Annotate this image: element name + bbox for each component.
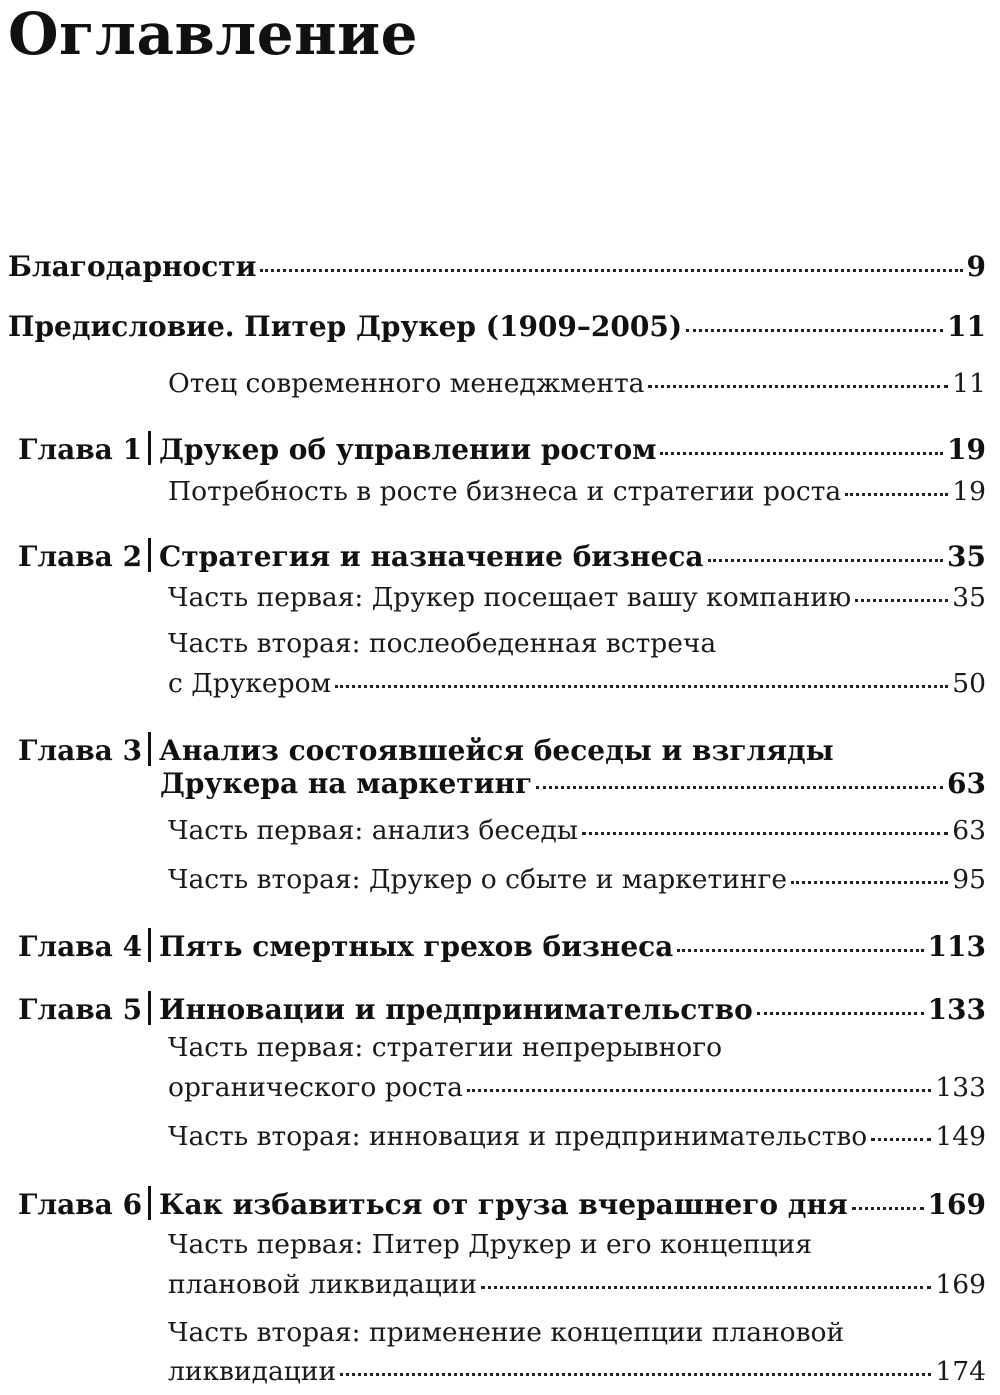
chapter-page: 63 — [947, 767, 986, 800]
toc-subentry-line1: Часть первая: стратегии непрерывного — [168, 1032, 723, 1063]
toc-subentry[interactable] — [168, 1356, 986, 1387]
toc-chapter-4[interactable] — [18, 922, 986, 963]
toc-subentry-title: Часть вторая: инновация и предпринимательство — [168, 1121, 868, 1152]
toc-subentry[interactable] — [168, 1269, 986, 1300]
toc-subentry-title: Часть первая: анализ беседы — [168, 815, 578, 846]
toc-subentry-page: 50 — [952, 668, 986, 699]
dot-leader — [660, 452, 943, 455]
toc-subentry-title: ликвидации — [168, 1356, 337, 1387]
chapter-title: Пять смертных грехов бизнеса — [159, 930, 674, 963]
toc-chapter-6[interactable] — [18, 1180, 986, 1221]
toc-chapter-3[interactable] — [160, 767, 986, 800]
chapter-page: 133 — [927, 993, 986, 1026]
chapter-divider — [148, 1186, 151, 1220]
toc-subentry[interactable] — [168, 864, 986, 895]
toc-subentry[interactable] — [168, 815, 986, 846]
toc-subentry-page: 169 — [935, 1269, 986, 1300]
toc-entry-page: 11 — [947, 310, 986, 343]
chapter-label: Глава 3 — [18, 734, 143, 767]
chapter-label: Глава 5 — [18, 993, 143, 1026]
chapter-title: Анализ состоявшейся беседы и взгляды — [159, 734, 834, 767]
chapter-title: Друкер об управлении ростом — [159, 433, 657, 466]
toc-subentry-page: 19 — [952, 476, 986, 507]
chapter-page: 169 — [927, 1188, 986, 1221]
chapter-label: Глава 1 — [18, 433, 143, 466]
toc-entry-page: 9 — [966, 250, 986, 283]
toc-subentry-title: с Друкером — [168, 668, 332, 699]
dot-leader — [536, 786, 943, 789]
dot-leader — [340, 1373, 931, 1376]
toc-subentry-title: Отец современного менеджмента — [168, 368, 645, 399]
toc-subentry-title: Потребность в росте бизнеса и стратегии роста — [168, 476, 842, 507]
dot-leader — [757, 1012, 924, 1015]
dot-leader — [845, 493, 948, 496]
toc-chapter-2[interactable] — [18, 532, 986, 573]
toc-chapter-5[interactable] — [18, 985, 986, 1026]
toc-subentry[interactable] — [168, 1072, 986, 1103]
toc-subentry-page: 149 — [935, 1121, 986, 1152]
chapter-page: 113 — [927, 930, 986, 963]
toc-entry-title: Благодарности — [8, 250, 257, 283]
toc-entry-title: Предисловие. Питер Друкер (1909–2005) — [8, 310, 683, 343]
dot-leader — [791, 881, 948, 884]
dot-leader — [686, 329, 943, 332]
dot-leader — [260, 269, 962, 272]
chapter-label: Глава 2 — [18, 540, 143, 573]
toc-subentry-title: Часть первая: Друкер посещает вашу компанию — [168, 582, 852, 613]
chapter-title: Как избавиться от груза вчерашнего дня — [159, 1188, 848, 1221]
toc-subentry-page: 35 — [952, 582, 986, 613]
toc-subentry-page: 63 — [952, 815, 986, 846]
toc-subentry-line1: Часть первая: Питер Друкер и его концепция — [168, 1229, 812, 1260]
toc-entry-foreword[interactable] — [8, 310, 986, 343]
dot-leader — [335, 685, 948, 688]
toc-subentry-title: органического роста — [168, 1072, 463, 1103]
toc-subentry-line1: Часть вторая: применение концепции плановой — [168, 1317, 845, 1348]
page-title: Оглавление — [8, 0, 419, 68]
chapter-title: Друкера на маркетинг — [160, 767, 533, 800]
dot-leader — [481, 1286, 931, 1289]
dot-leader — [871, 1138, 931, 1141]
chapter-divider — [148, 928, 151, 962]
toc-chapter-1[interactable] — [18, 425, 986, 466]
chapter-page: 19 — [947, 433, 986, 466]
toc-subentry[interactable] — [168, 582, 986, 613]
toc-subentry-page: 133 — [935, 1072, 986, 1103]
chapter-divider — [148, 538, 151, 572]
toc-subentry-page: 174 — [935, 1356, 986, 1387]
toc-subentry[interactable] — [168, 668, 986, 699]
toc-chapter-3-line1[interactable] — [18, 726, 834, 767]
dot-leader — [467, 1089, 931, 1092]
dot-leader — [677, 949, 923, 952]
dot-leader — [582, 832, 948, 835]
toc-subentry-page: 95 — [952, 864, 986, 895]
toc-subentry-title: Часть вторая: Друкер о сбыте и маркетинге — [168, 864, 788, 895]
chapter-divider — [148, 991, 151, 1025]
chapter-title: Стратегия и назначение бизнеса — [159, 540, 704, 573]
dot-leader — [855, 599, 948, 602]
chapter-page: 35 — [947, 540, 986, 573]
chapter-title: Инновации и предпринимательство — [159, 993, 753, 1026]
chapter-label: Глава 4 — [18, 930, 143, 963]
chapter-divider — [148, 732, 151, 766]
chapter-divider — [148, 431, 151, 465]
toc-subentry[interactable] — [168, 1121, 986, 1152]
chapter-label: Глава 6 — [18, 1188, 143, 1221]
toc-subentry-title: плановой ликвидации — [168, 1269, 477, 1300]
toc-subentry[interactable] — [168, 368, 986, 399]
toc-subentry[interactable] — [168, 476, 986, 507]
toc-entry-acknowledgements[interactable] — [8, 250, 986, 283]
dot-leader — [708, 559, 944, 562]
toc-subentry-page: 11 — [952, 368, 986, 399]
dot-leader — [852, 1207, 924, 1210]
toc-subentry-line1: Часть вторая: послеобеденная встреча — [168, 628, 717, 659]
dot-leader — [648, 385, 948, 388]
